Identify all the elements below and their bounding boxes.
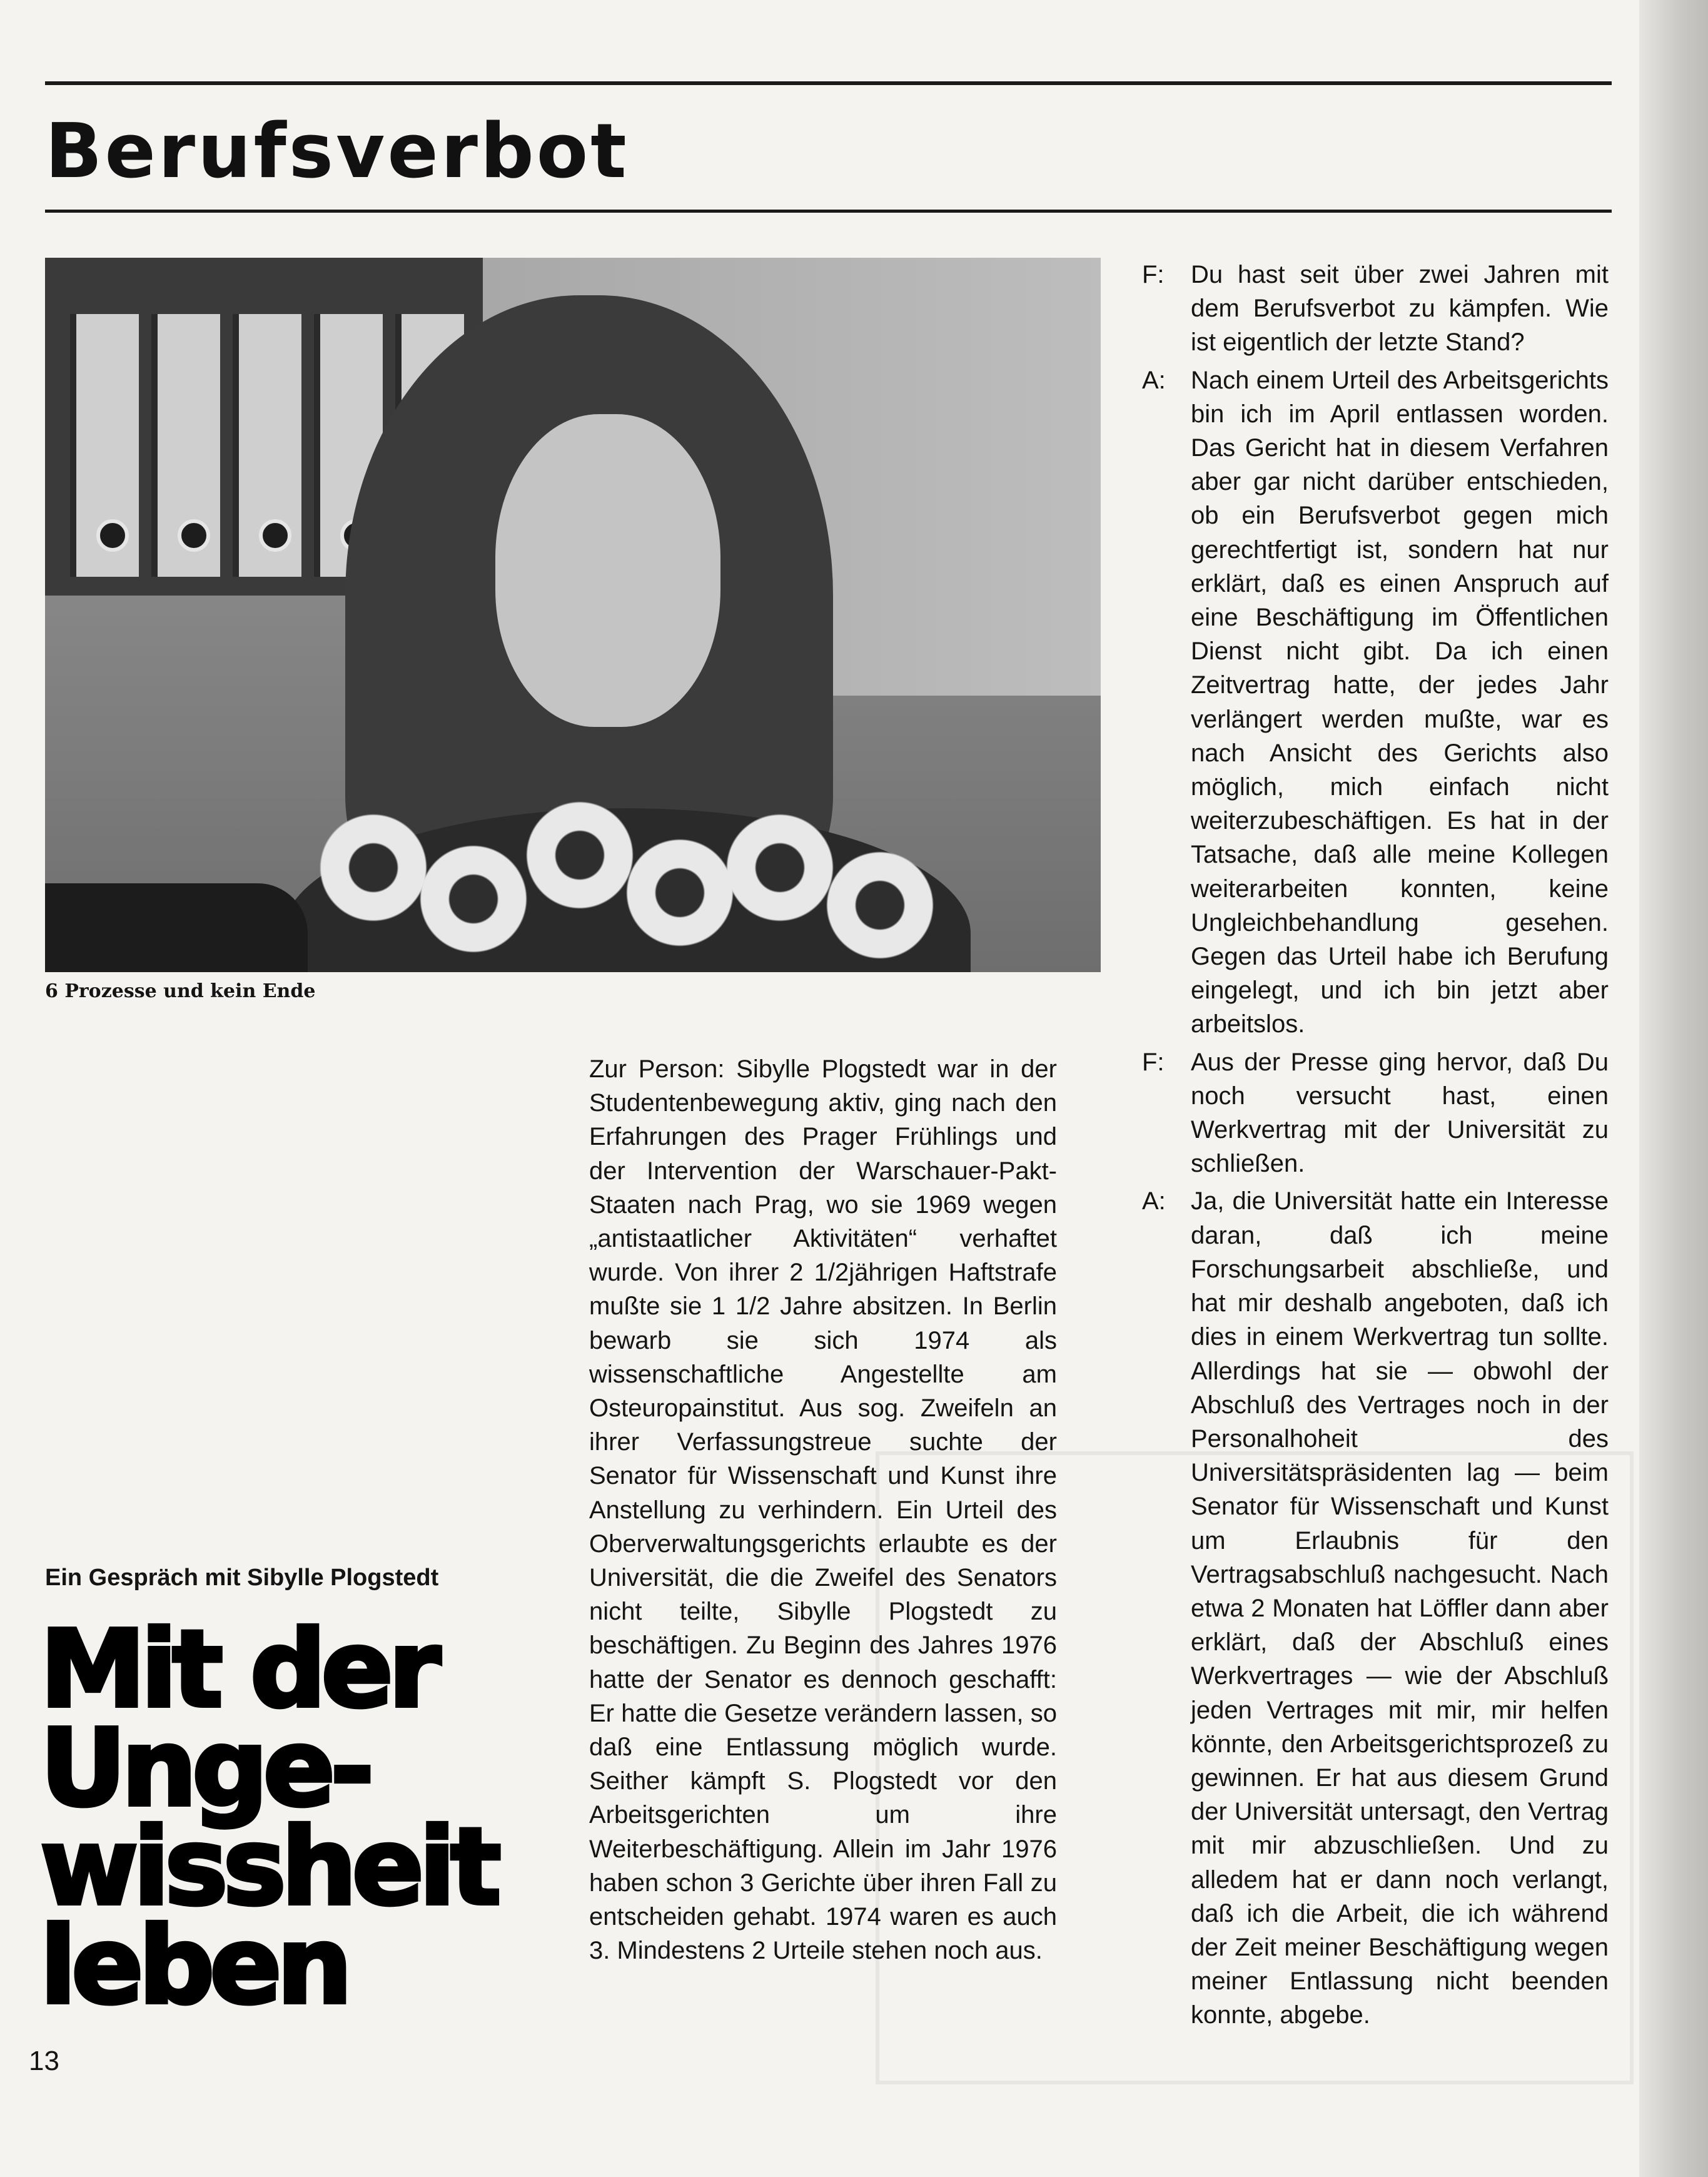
interview-text: Du hast seit über zwei Jahren mit dem Berufsverbot zu kämpfen. Wie ist eigentlich der letzte Stand? bbox=[1191, 261, 1609, 357]
interview-column bbox=[1142, 258, 1609, 2036]
interview-text: Aus der Presse ging hervor, daß Du noch versucht hast, einen Werkvertrag mit der Universität zu schließen. bbox=[1191, 1048, 1609, 1178]
flower bbox=[620, 833, 739, 952]
section-title: Berufsverbot bbox=[45, 108, 629, 195]
chair bbox=[45, 883, 308, 972]
binder bbox=[151, 314, 220, 577]
face bbox=[495, 414, 720, 727]
interview-entry bbox=[1142, 258, 1609, 360]
flower bbox=[821, 846, 939, 965]
speaker-label: F: bbox=[1142, 261, 1165, 288]
headline-kicker: Ein Gespräch mit Sibylle Plogstedt bbox=[45, 1565, 439, 1591]
interview-entry bbox=[1142, 1045, 1609, 1181]
interview-entry bbox=[1142, 363, 1609, 1042]
headline-line: wissheit bbox=[40, 1805, 497, 1929]
portrait-photo bbox=[45, 258, 1101, 972]
headline-line: Mit der bbox=[40, 1608, 436, 1732]
headline bbox=[40, 1608, 497, 2028]
flower bbox=[414, 840, 533, 958]
photo-caption: 6 Prozesse und kein Ende bbox=[45, 980, 316, 1002]
binder bbox=[70, 314, 139, 577]
speaker-label: A: bbox=[1142, 366, 1166, 394]
speaker-label: A: bbox=[1142, 1187, 1166, 1215]
scan-page-edge bbox=[1639, 0, 1708, 2177]
interview-text: Nach einem Urteil des Arbeitsgerichts bin ich im April entlassen worden. Das Gericht hat in diesem Verfahren aber gar nicht darüber entschieden, ob ein Berufsverbot gegen mich gerechtfertigt ist, sondern hat nur erklärt, daß es einen Anspruch auf eine Beschäftigung im Öffentlichen Dienst nicht gibt. Da ich einen Zeitvertrag hatte, der jedes Jahr verlängert werden mußte, war es nach Ansicht des Gerichts also möglich, mich einfach nicht weiterzubeschäftigen. Es hat in der Tatsache, daß alle meine Kollegen weiterarbeiten konnten, keine Ungleichbehandlung gesehen. Gegen das Urteil habe ich Berufung eingelegt, und ich bin jetzt aber arbeitslos. bbox=[1191, 366, 1609, 1038]
headline-line: leben bbox=[40, 1904, 348, 2028]
headline-line: Unge- bbox=[40, 1707, 370, 1830]
binder bbox=[233, 314, 301, 577]
page-number: 13 bbox=[29, 2046, 59, 2076]
speaker-label: F: bbox=[1142, 1048, 1165, 1076]
top-rule bbox=[45, 81, 1612, 85]
interview-text: Ja, die Universität hatte ein Interesse daran, daß ich meine Forschungsarbeit abschließe, und hat mir deshalb angeboten, daß ich dies in einem Werkvertrag tun sollte. Allerdings hat sie — obwohl der Abschluß des Vertrages noch in der Personalhoheit des Universitätspräsidenten lag — beim Senator für Wissenschaft und Kunst um Erlaubnis für den Vertragsabschluß nachgesucht. Nach etwa 2 Monaten hat Löffler dann aber erklärt, daß der Abschluß eines Werkvertrages — wie der Abschluß jeden Vertrages mit mir, mir helfen könnte, den Arbeitsgerichtsprozeß zu gewinnen. Er hat aus diesem Grund der Universität untersagt, den Vertrag mit mir abzuschließen. Und zu alledem hat er dann noch verlangt, daß ich die Arbeit, die ich während der Zeit meiner Beschäftigung wegen meiner Entlassung nicht beenden konnte, abgebe. bbox=[1191, 1187, 1609, 2029]
title-rule bbox=[45, 210, 1612, 213]
interview-entry bbox=[1142, 1184, 1609, 2032]
bio-paragraph: Zur Person: Sibylle Plogstedt war in der Studentenbewegung aktiv, ging nach den Erfahrungen des Prager Frühlings und der Intervention der Warschauer-Pakt-Staaten nach Prag, wo sie 1969 wegen „antistaatlicher Aktivitäten“ verhaftet wurde. Von ihrer 2 1/2jährigen Haftstrafe mußte sie 1 1/2 Jahre absitzen. In Berlin bewarb sie sich 1974 als wissenschaftliche Angestellte am Osteuropainstitut. Aus sog. Zweifeln an ihrer Verfassungstreue suchte der Senator für Wissenschaft und Kunst ihre Anstellung zu verhindern. Ein Urteil des Oberverwaltungsgerichts erlaubte es der Universität, die die Zweifel des Senators nicht teilte, Sibylle Plogstedt zu beschäftigen. Zu Beginn des Jahres 1976 hatte der Senator es dennoch geschafft: Er hatte die Gesetze verändern lassen, so daß eine Entlassung möglich wurde. Seither kämpft S. Plogstedt vor den Arbeitsgerichten um ihre Weiterbeschäftigung. Allein im Jahr 1976 haben schon 3 Gerichte über ihren Fall zu entscheiden gehabt. 1974 waren es auch 3. Mindestens 2 Urteile stehen noch aus. bbox=[589, 1055, 1057, 1965]
